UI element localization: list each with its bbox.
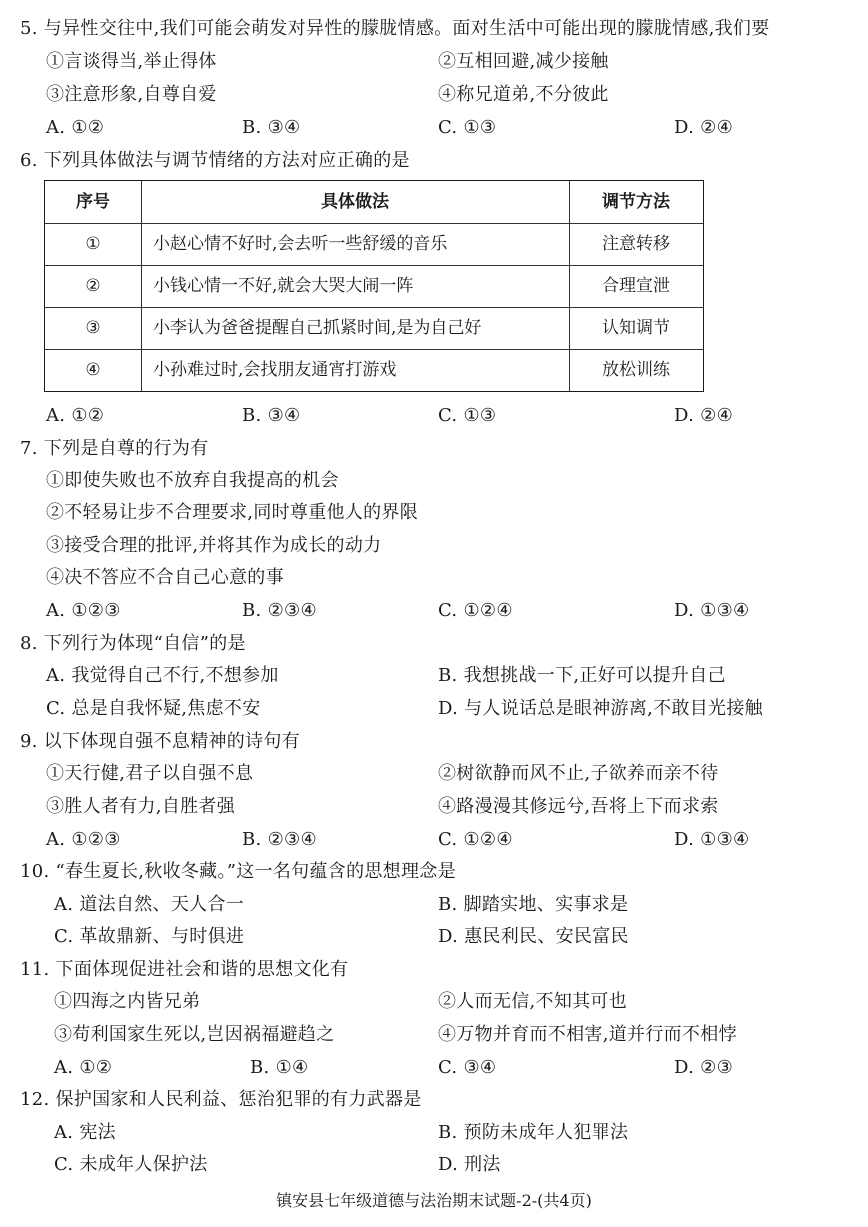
emotion-method-table [44, 180, 704, 392]
q9-stem: 9. 以下体现自强不息精神的诗句有 [20, 731, 300, 752]
table-row-4-number: ④ [85, 360, 101, 380]
q7-choice-c: C. ①②④ [438, 600, 513, 621]
q5-item-2: ②互相回避,减少接触 [438, 51, 609, 72]
table-row-4-method: 放松训练 [602, 360, 670, 380]
table-row-4-practice: 小孙难过时,会找朋友通宵打游戏 [153, 360, 397, 380]
q8-stem: 8. 下列行为体现“自信”的是 [20, 633, 246, 654]
q10-stem: 10. “春生夏长,秋收冬藏。”这一名句蕴含的思想理念是 [20, 861, 456, 882]
q9-item-2: ②树欲静而风不止,子欲养而亲不待 [438, 763, 719, 784]
table-header-method: 调节方法 [602, 192, 670, 212]
q9-choice-b: B. ②③④ [242, 829, 317, 850]
q11-item-4: ④万物并育而不相害,道并行而不相悖 [438, 1024, 737, 1045]
q11-choice-a: A. ①② [54, 1057, 113, 1078]
q8-choice-d: D. 与人说话总是眼神游离,不敢目光接触 [438, 698, 763, 719]
q6-stem: 6. 下列具体做法与调节情绪的方法对应正确的是 [20, 150, 410, 171]
q7-item-2: ②不轻易让步不合理要求,同时尊重他人的界限 [46, 502, 419, 523]
q10-choice-a: A. 道法自然、天人合一 [54, 894, 245, 915]
q5-choice-a: A. ①② [46, 117, 105, 138]
q5-item-4: ④称兄道弟,不分彼此 [438, 84, 609, 105]
q9-choice-a: A. ①②③ [46, 829, 121, 850]
q6-choice-c: C. ①③ [438, 405, 497, 426]
q7-item-3: ③接受合理的批评,并将其作为成长的动力 [46, 535, 382, 556]
table-row-3-number: ③ [85, 318, 101, 338]
q9-item-3: ③胜人者有力,自胜者强 [46, 796, 236, 817]
q11-choice-d: D. ②③ [674, 1057, 734, 1078]
q7-stem: 7. 下列是自尊的行为有 [20, 438, 209, 459]
q7-choice-a: A. ①②③ [46, 600, 121, 621]
q5-choice-d: D. ②④ [674, 117, 734, 138]
q8-choice-b: B. 我想挑战一下,正好可以提升自己 [438, 665, 726, 686]
table-row-2-number: ② [85, 276, 101, 296]
q5-choice-c: C. ①③ [438, 117, 497, 138]
table-row-1-method: 注意转移 [602, 234, 670, 254]
q7-item-4: ④决不答应不合自己心意的事 [46, 567, 284, 588]
q11-choice-b: B. ①④ [250, 1057, 309, 1078]
q5-item-3: ③注意形象,自尊自爱 [46, 84, 217, 105]
page-footer: 镇安县七年级道德与法治期末试题-2-(共4页) [276, 1191, 592, 1210]
q6-choice-a: A. ①② [46, 405, 105, 426]
table-row-3-method: 认知调节 [602, 318, 670, 338]
q7-choice-d: D. ①③④ [674, 600, 750, 621]
q12-choice-b: B. 预防未成年人犯罪法 [438, 1122, 629, 1143]
table-row-2-method: 合理宣泄 [602, 276, 670, 296]
q9-item-1: ①天行健,君子以自强不息 [46, 763, 254, 784]
q12-choice-c: C. 未成年人保护法 [54, 1154, 208, 1175]
q7-item-1: ①即使失败也不放弃自我提高的机会 [46, 470, 339, 491]
table-header-practice: 具体做法 [321, 192, 389, 212]
q9-item-4: ④路漫漫其修远兮,吾将上下而求索 [438, 796, 719, 817]
table-row-1-number: ① [85, 234, 101, 254]
q6-choice-b: B. ③④ [242, 405, 301, 426]
q9-choice-d: D. ①③④ [674, 829, 750, 850]
q8-choice-c: C. 总是自我怀疑,焦虑不安 [46, 698, 261, 719]
q8-choice-a: A. 我觉得自己不行,不想参加 [46, 665, 279, 686]
table-row-3-practice: 小李认为爸爸提醒自己抓紧时间,是为自己好 [153, 318, 482, 338]
q12-stem: 12. 保护国家和人民利益、惩治犯罪的有力武器是 [20, 1089, 422, 1110]
table-row-2-practice: 小钱心情一不好,就会大哭大闹一阵 [153, 276, 414, 296]
q7-choice-b: B. ②③④ [242, 600, 317, 621]
q11-stem: 11. 下面体现促进社会和谐的思想文化有 [20, 959, 349, 980]
table-header-number: 序号 [76, 192, 110, 212]
q12-choice-a: A. 宪法 [54, 1122, 116, 1143]
q11-item-2: ②人而无信,不知其可也 [438, 991, 628, 1012]
q10-choice-b: B. 脚踏实地、实事求是 [438, 894, 629, 915]
q12-choice-d: D. 刑法 [438, 1154, 501, 1175]
q11-item-1: ①四海之内皆兄弟 [54, 991, 201, 1012]
q5-stem: 5. 与异性交往中,我们可能会萌发对异性的朦胧情感。面对生活中可能出现的朦胧情感,我们要 [20, 18, 770, 39]
q10-choice-d: D. 惠民利民、安民富民 [438, 926, 629, 947]
table-row-1-practice: 小赵心情不好时,会去听一些舒缓的音乐 [153, 234, 448, 254]
q9-choice-c: C. ①②④ [438, 829, 513, 850]
q6-choice-d: D. ②④ [674, 405, 734, 426]
q5-choice-b: B. ③④ [242, 117, 301, 138]
q11-item-3: ③苟利国家生死以,岂因祸福避趋之 [54, 1024, 335, 1045]
q5-item-1: ①言谈得当,举止得体 [46, 51, 217, 72]
q11-choice-c: C. ③④ [438, 1057, 497, 1078]
q10-choice-c: C. 革故鼎新、与时俱进 [54, 926, 245, 947]
